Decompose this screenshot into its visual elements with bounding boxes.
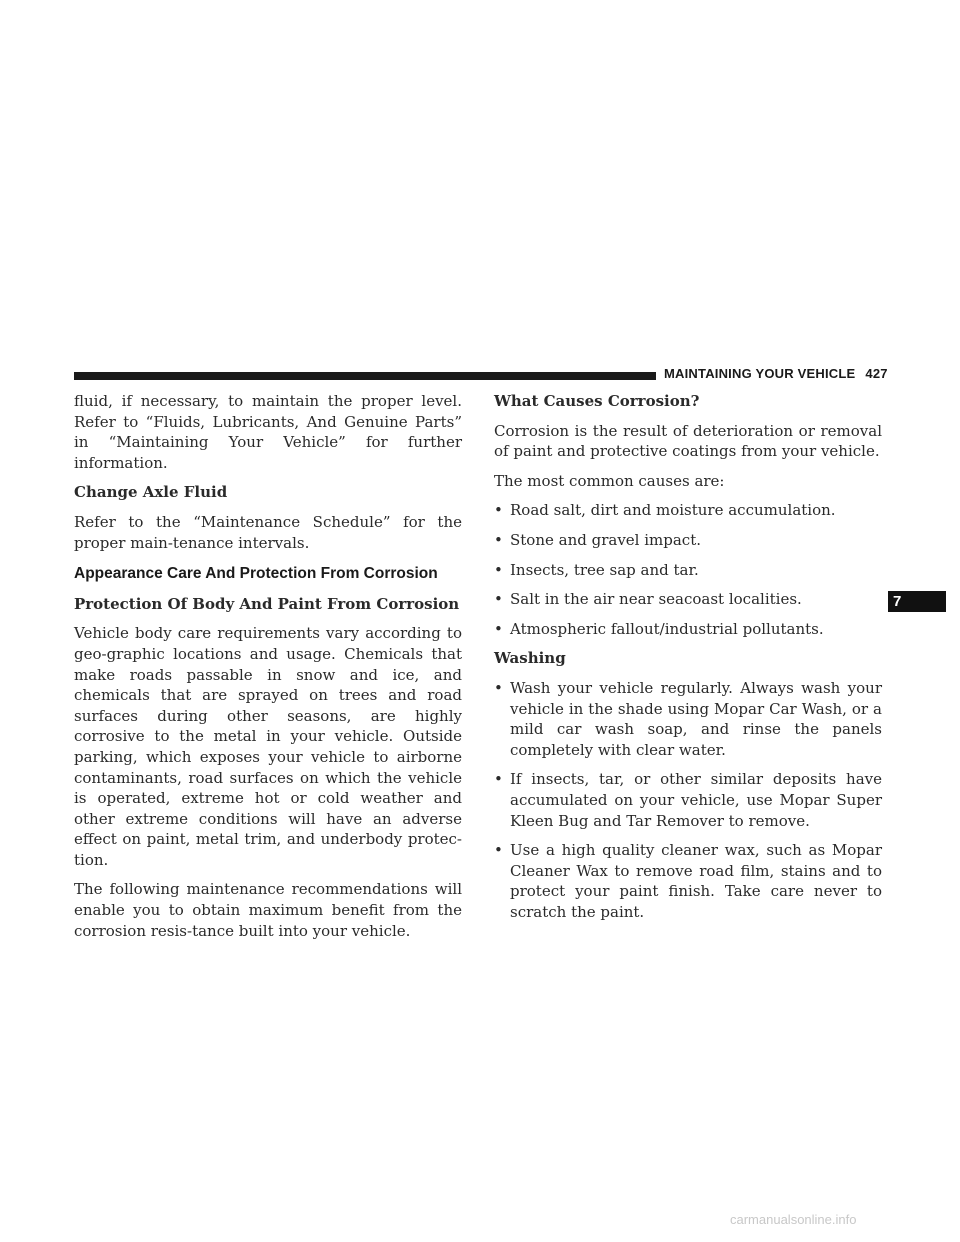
causes-list xyxy=(494,500,882,639)
chapter-tab: 7 xyxy=(888,591,946,612)
list-item: • Road salt, dirt and moisture accumulation. xyxy=(494,500,882,521)
list-item: • Atmospheric fallout/industrial pollutants. xyxy=(494,619,882,640)
heading-what-causes-corrosion: What Causes Corrosion? xyxy=(494,392,700,410)
list-item: • Wash your vehicle regularly. Always wash your vehicle in the shade using Mopar Car Wash, or a mild car wash soap, and rinse the panels completely with clear water. xyxy=(494,678,882,760)
washing-list xyxy=(494,678,882,923)
heading-change-axle-fluid: Change Axle Fluid xyxy=(74,483,228,502)
section-title: MAINTAINING YOUR VEHICLE xyxy=(664,366,856,381)
header-rule xyxy=(74,372,656,380)
paragraph: The following maintenance recommendations will enable you to obtain maximum benefit from the corrosion resis-tance built into your vehicle. xyxy=(74,880,462,940)
paragraph: fluid, if necessary, to maintain the proper level. Refer to “Fluids, Lubricants, And Genuine Parts” in “Maintaining Your Vehicle” for further information. xyxy=(74,392,462,472)
left-column xyxy=(74,391,462,950)
heading-protection-of-body: Protection Of Body And Paint From Corrosion xyxy=(74,594,460,613)
heading-washing: Washing xyxy=(494,649,566,668)
footer-watermark: carmanualsonline.info xyxy=(730,1212,857,1227)
list-item: • Salt in the air near seacoast localities. xyxy=(494,589,882,610)
paragraph: Refer to the “Maintenance Schedule” for the proper main-tenance intervals. xyxy=(74,512,462,552)
right-column xyxy=(494,391,882,931)
list-item: • Stone and gravel impact. xyxy=(494,530,882,551)
paragraph: The most common causes are: xyxy=(494,471,725,490)
running-header xyxy=(664,366,888,381)
paragraph: Vehicle body care requirements vary according to geo-graphic locations and usage. Chemicals that make roads passable in snow and ice, and chemicals that are sprayed on trees and road surfaces during other seasons, are highly corrosive to the metal in your vehicle. Outside parking, which exposes your vehicle to airborne contaminants, road surfaces on which the vehicle is operated, extreme hot or cold weather and other extreme conditions will have an adverse effect on paint, metal trim, and underbody protec-tion. xyxy=(74,624,462,869)
list-item: • Use a high quality cleaner wax, such as Mopar Cleaner Wax to remove road film, stains and to protect your paint finish. Take care never to scratch the paint. xyxy=(494,840,882,922)
heading-appearance-care: Appearance Care And Protection From Corrosion xyxy=(74,565,438,583)
paragraph: Corrosion is the result of deterioration or removal of paint and protective coatings from your vehicle. xyxy=(494,421,882,461)
page-number: 427 xyxy=(865,366,888,381)
list-item: • Insects, tree sap and tar. xyxy=(494,560,882,581)
list-item: • If insects, tar, or other similar deposits have accumulated on your vehicle, use Mopar Super Kleen Bug and Tar Remover to remove. xyxy=(494,769,882,831)
